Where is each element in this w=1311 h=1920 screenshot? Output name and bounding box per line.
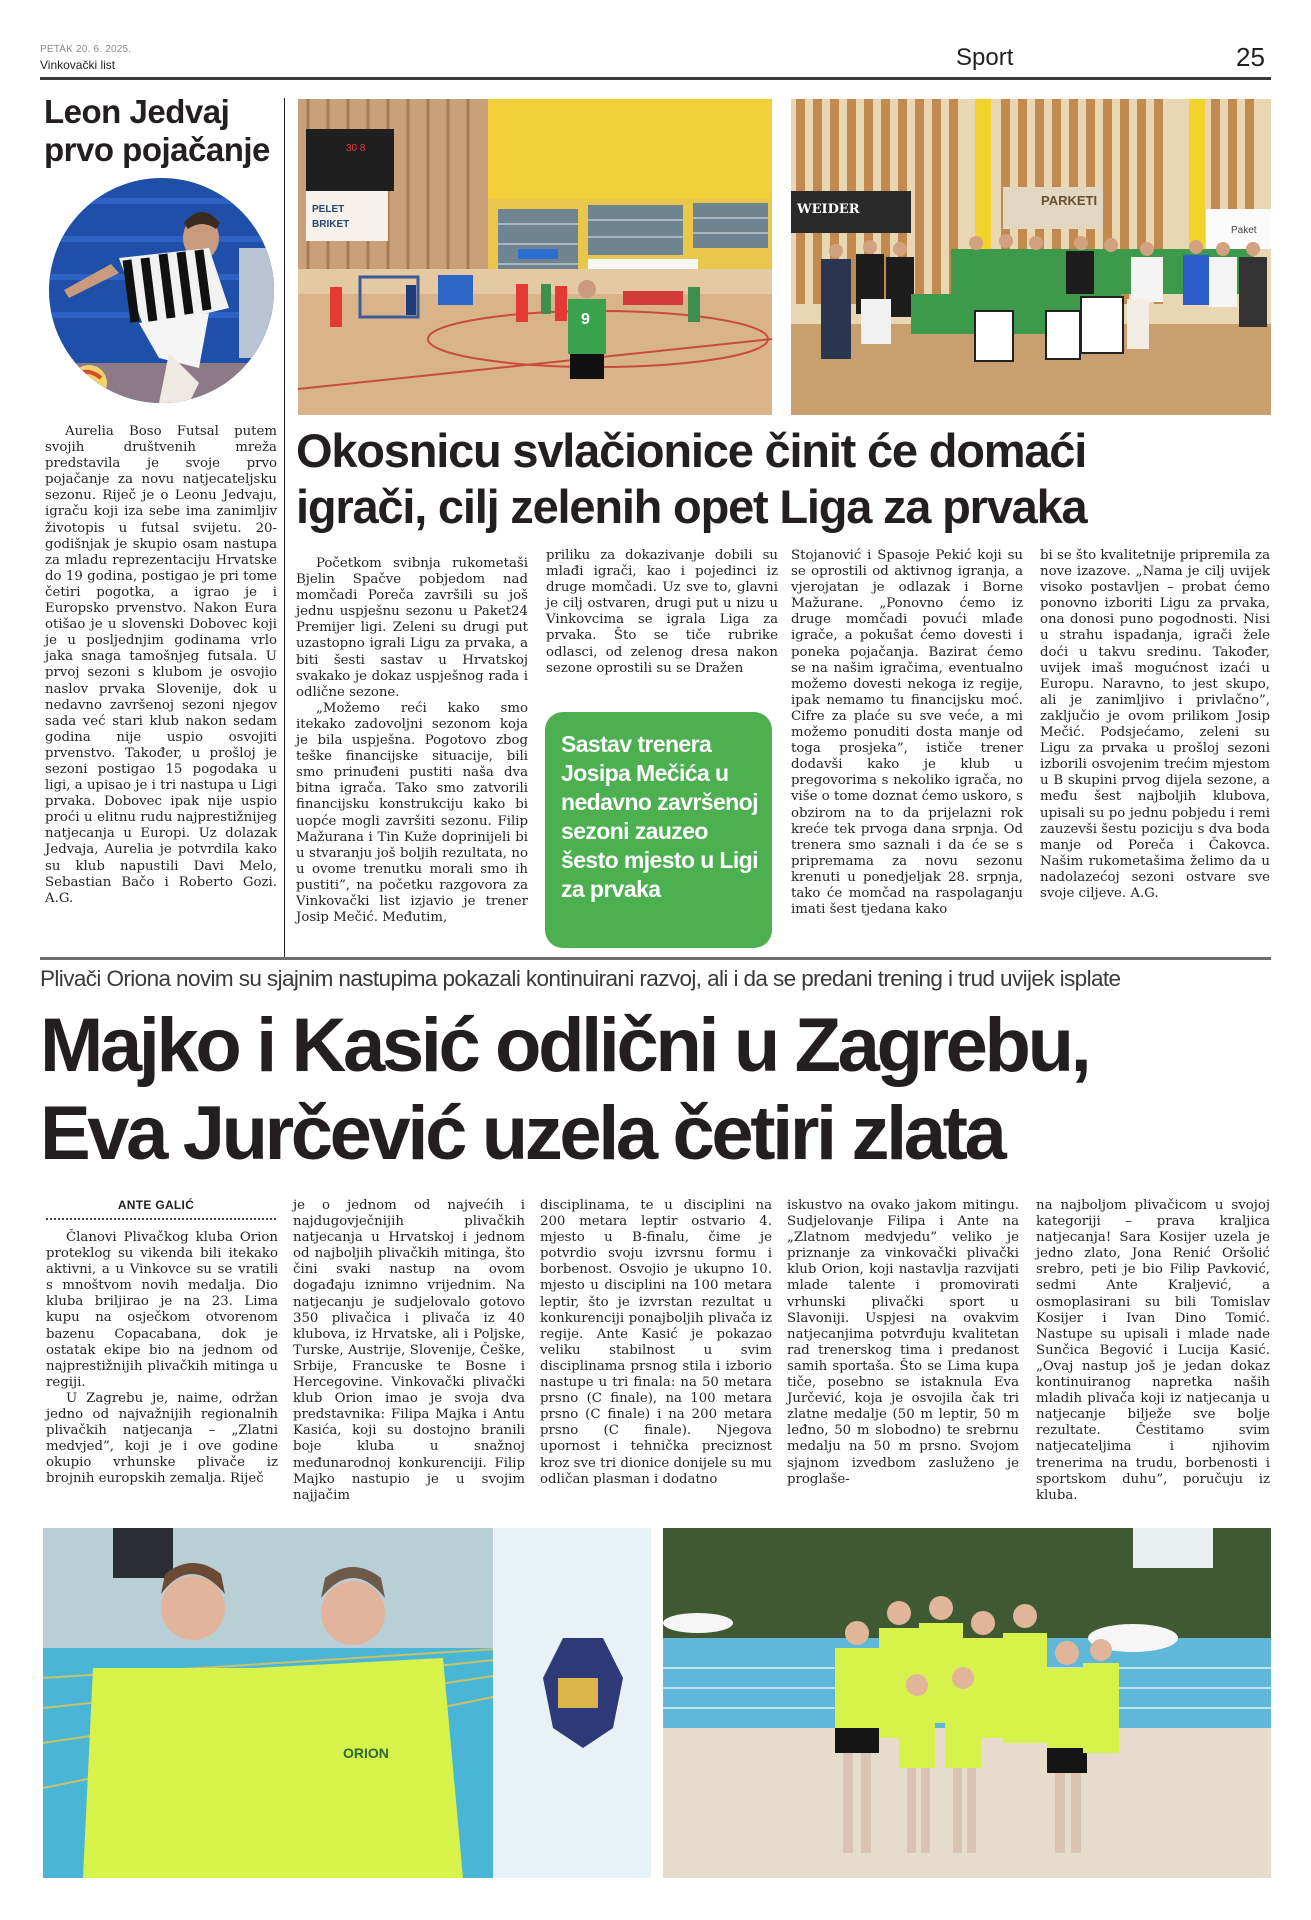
handball-column-1 [296, 556, 528, 926]
handball-column-3 [791, 548, 1023, 918]
swimming-column-1 [46, 1230, 278, 1488]
swimming-paragraph: na najboljom plivačicom u svojoj kategoriji – prava kraljica natjecanja! Sara Kosijer uzela je jedno zlato, Jona Renić Oršolić srebro, peti je bio Filip Pavković, sedmi Ante Kraljević, a osmoplasirani su bili Tomislav Kosijer i Ivan Dino Tomić. Nastupe su upisali i mlade nade Sunčica Begović i Lucija Kasić. „Ovaj nastup još je jedan dokaz kontinuiranog napretka naših mladih plivača koji iz natjecanja u natjecanje bilježe sve bolje rezultate. Čestitamo svim natjecateljima i njihovim trenerima na trudu, borbenosti i sportskom duhu”, poručuju iz kluba. [1036, 1198, 1270, 1503]
photo-sign-briket: BRIKET [312, 219, 350, 230]
handball-paragraph: priliku za dokazivanje dobili su mlađi igrači, kao i pojedinci iz druge momčadi. Uz sve to, glavni je cilj ostvaren, drugi put u nizu u Vinkovcima se igrala Liga za prvaka. Što se tiče rubrike odlasci, od zelenog dresa nakon sezone oprostili su se Dražen [546, 548, 778, 676]
swimming-column-5 [1036, 1198, 1270, 1504]
handball-paragraph: Početkom svibnja rukometaši Bjelin Spačve pobjedom nad momčadi Poreča završili su još jednu uspješnu sezonu u Paket24 Premijer ligi. Zeleni su drugi put uzastopno igrali Ligu za prvaka, a biti šesti sastav u Hrvatskoj svakako je dokaz uspješnog rada i odlične sezone. [296, 556, 528, 700]
issue-date: PETAK 20. 6. 2025. [40, 44, 132, 55]
handball-column-4 [1040, 548, 1270, 902]
svg-text:9: 9 [581, 311, 590, 328]
swimming-headline-line2: Eva Jurčević uzela četiri zlata [40, 1091, 1004, 1176]
swimming-paragraph: U Zagrebu je, naime, održan jedno od najvažnijih regionalnih plivačkih natjecanja – „Zlatni medvjed”, koji je i ove godine okupio vrhunske plivače iz brojnih europskih zemalja. Riječ [46, 1390, 278, 1487]
futsal-headline-line2: prvo pojačanje [44, 131, 270, 168]
swimmers-duo-photo [43, 1528, 651, 1878]
player-photo-icon [49, 178, 274, 403]
column-divider [284, 98, 285, 958]
swimming-headline-line1: Majko i Kasić odlični u Zagrebu, [40, 1003, 1089, 1088]
futsal-headline-line1: Leon Jedvaj [44, 93, 230, 130]
outdoor-pool-photo-icon [663, 1528, 1271, 1878]
futsal-paragraph: Aurelia Boso Futsal putem svojih društvenih mreža predstavila je svoje prvo pojačanje za novu natjecateljsku sezonu. Riječ je o Leonu Jedvaju, igraču koji iza sebe ima zanimljiv životopis u futsal svijetu. 20-godišnjak je skupio osam nastupa za mladu reprezentaciju Hrvatske do 19 godina, postigao je pri tome četiri pogotka, a igrao je i Europsko prvenstvo. Nakon Eura otišao je u slovenski Dobovec koji je u posljednjim godinama vrlo jaka snaga tamošnjeg futsala. U prvoj sezoni s klubom je osvojio naslov prvaka Slovenije, dok u nedavno završenoj sezoni njegov sada već stari klub nakon sedam godina nije uspio osvojiti prvenstvo. Također, u prošloj je sezoni postigao 15 pogodaka u ligi, a upisao je i tri nastupa u Ligi prvaka. Dobovec ipak nije uspio proći u elitnu rudu najprestižnijeg natjecanja u Europi. Uz dolazak Jedvaja, Aurelia je potvrdila kako su klub napustili Davi Melo, Sebastian Bačo i Roberto Gozi. A.G. [45, 424, 277, 906]
swimming-column-4 [787, 1198, 1019, 1488]
swimming-kicker: Plivači Oriona novim su sjajnim nastupima pokazali kontinuirani razvoj, ali i da se predani trening i trud uvijek isplate [40, 966, 1121, 991]
swimming-headline [40, 1002, 1280, 1178]
svg-text:30 8: 30 8 [346, 143, 366, 154]
handball-paragraph: Stojanović i Spasoje Pekić koji su se oprostili od aktivnog igranja, a vjerojatan je odlazak i Borne Mažurane. „Ponovno ćemo iz druge momčadi povući mlađe igrače, a pokušat ćemo dovesti i poneka pojačanja. Bazirat ćemo se na našim igračima, eventualno možemo dovesti nekoga iz regije, ipak nemamo tu financijsku moć. Cifre za plaće su sve veće, a mi možemo ponuditi dosta manje od toga prosjeka”, ističe trener dodavši kako je klub u pregovorima s nekoliko igrača, no više o tome doznat ćemo uskoro, s obzirom na to da prijelazni rok kreće tek prvoga dana srpnja. Od trenera smo saznali i da će se s pripremama za novu sezonu krenuti u ponedjeljak 28. srpnja, tako će momčad na raspolaganju imati šest tjedana kako [791, 548, 1023, 918]
section-divider [40, 957, 1271, 960]
photo-sign-paket: Paket [1231, 225, 1257, 236]
handball-headline [296, 423, 1276, 535]
handball-column-2 [546, 548, 778, 677]
swimming-column-2 [293, 1198, 525, 1504]
handball-paragraph: „Možemo reći kako smo itekako zadovoljni sezonom koja je bila uspješna. Pogotovo zbog teške financijske situacije, bili smo prinuđeni pustiti naša dva bitna igrača. Tako smo zatvorili financijsku konstrukciju kako bi uopće mogli završiti sezonu. Filip Mažurana i Tin Kuže doprinijeli bi u stvaranju još boljih rezultata, no u ovome trenutku morali smo ih pustiti”, na početku razgovora za Vinkovački list izjavio je trener Josip Mečić. Međutim, [296, 700, 528, 926]
author-byline: ANTE GALIĆ [117, 1198, 195, 1212]
swimming-paragraph: iskustvo na ovako jakom mitingu. Sudjelovanje Filipa i Ante na „Zlatnom medvjedu” veliko je priznanje za vinkovački plivački klub Orion, koji nastavlja razvijati mlade talente i promovirati vrhunski plivački sport u Slavoniji. Uspjesi na ovakvim natjecanjima potvrđuju kvalitetan rad trenerskog tima i predanost samih sportaša. Što se Lima kupa tiče, posebno se istaknula Eva Jurčević, koja je osvojila čak tri zlatne medalje (50 m leptir, 50 m leđno, 50 m slobodno) te srebrnu medalju na 50 m prsno. Svojom sjajnom izvedbom zasluženo je proglaše- [787, 1198, 1019, 1487]
swimming-paragraph: je o jednom od najvećih i najdugovječnijih plivačkih natjecanja u Hrvatskoj i jednom od najboljih plivačkih mitinga, što čini svaki nastup na ovom događaju iznimno vrijednim. Na natjecanju je sudjelovalo gotovo 350 plivačica i plivača iz 40 klubova, iz Hrvatske, ali i Poljske, Turske, Austrije, Slovenije, Češke, Srbije, Francuske te Bosne i Hercegovine. Vinkovački plivački klub Orion imao je svoja dva predstavnika: Filipa Majka i Antu Kasića, koji su dostojno branili boje kluba u snažnoj međunarodnoj konkurenciji. Filip Majko nastupio je u svojim najjačim [293, 1198, 525, 1503]
photo-sign-weider: WEIDER [797, 202, 860, 217]
newspaper-name: Vinkovački list [40, 58, 116, 72]
photo-sign-parketi: PARKETI [1041, 193, 1098, 208]
pull-quote-box [545, 712, 772, 948]
handball-team-photo [791, 99, 1271, 415]
futsal-headline [44, 93, 284, 169]
section-name: Sport [956, 44, 1014, 71]
handball-headline-line1: Okosnicu svlačionice činit će domaći [296, 424, 1087, 477]
header-rule [40, 77, 1271, 80]
swimming-column-3 [540, 1198, 772, 1488]
page-number: 25 [1236, 42, 1265, 72]
team-photo-icon [791, 99, 1271, 415]
swimming-paragraph: Članovi Plivačkog kluba Orion proteklog su vikenda bili itekako aktivni, a u Vinkovce su se vratili s mnoštvom novih medalja. Dio kluba briljirao je na 23. Lima kupu na osječkom otvorenom bazenu Copacabana, dok je ostatak ekipe bio na jednom od najprestižnijih plivačkih mitinga u regiji. [46, 1230, 278, 1390]
sports-hall-photo-icon [298, 99, 772, 415]
handball-headline-line2: igrači, cilj zelenih opet Liga za prvaka [296, 480, 1087, 533]
handball-paragraph: bi se što kvalitetnije pripremila za nove izazove. „Nama je cilj uvijek visoko postavljen – probat ćemo ponovno izboriti Ligu za prvaka, ona donosi puno pogodnosti. Nisi u strahu ispadanja, igrači žele doći u takvu sredinu. Također, uvijek imaš mogućnost izaći u Europu. Naravno, to jest skupo, ali je zanimljivo i privlačno”, zaključio je ovom prilikom Josip Mečić. Podsjećamo, zeleni su Ligu za prvaka u prošloj sezoni izborili osvojenim trećim mjestom u B skupini prvog dijela sezone, a među šest najboljih klubova, upisali su po jednu pobjedu i remi zauzevši šestu poziciju s dva boda manje od Poreča i Čakovca. Našim rukometašima želimo da u nadolazećoj sezoni ostvare sve svoje ciljeve. A.G. [1040, 548, 1270, 901]
swimming-team-photo [663, 1528, 1271, 1878]
swimming-paragraph: disciplinama, te u disciplini na 200 metara leptir ostvario 4. mjesto u B-finalu, čime je potvrdio svoju izvrsnu formu i borbenost. Osvojio je ukupno 10. mjesto u disciplini na 100 metara leptir, što je izvrstan rezultat u konkurenciji ponajboljih plivača iz regije. Ante Kasić je pokazao veliku stabilnost u svim disciplinama prsnog stila i izborio nastupe u tri finala: na 50 metara prsno (C finale), na 100 metara prsno (C finale) i na 200 metara prsno (C finale). Njegova upornost i tehnička preciznost kroz sve tri dionice donijele su mu odličan plasman i dodatno [540, 1198, 772, 1487]
futsal-article-body [45, 424, 277, 907]
futsal-player-photo [49, 178, 274, 403]
handball-match-photo [298, 99, 772, 415]
shirt-logo-orion: ORION [343, 1745, 389, 1761]
byline-dotted-rule [46, 1218, 276, 1220]
photo-sign-pelet: PELET [312, 204, 345, 215]
pool-photo-icon [43, 1528, 651, 1878]
pull-quote-text: Sastav trenera Josipa Mečića u nedavno završenoj sezoni zauzeo šesto mjesto u Ligi za prvaka [561, 731, 758, 902]
